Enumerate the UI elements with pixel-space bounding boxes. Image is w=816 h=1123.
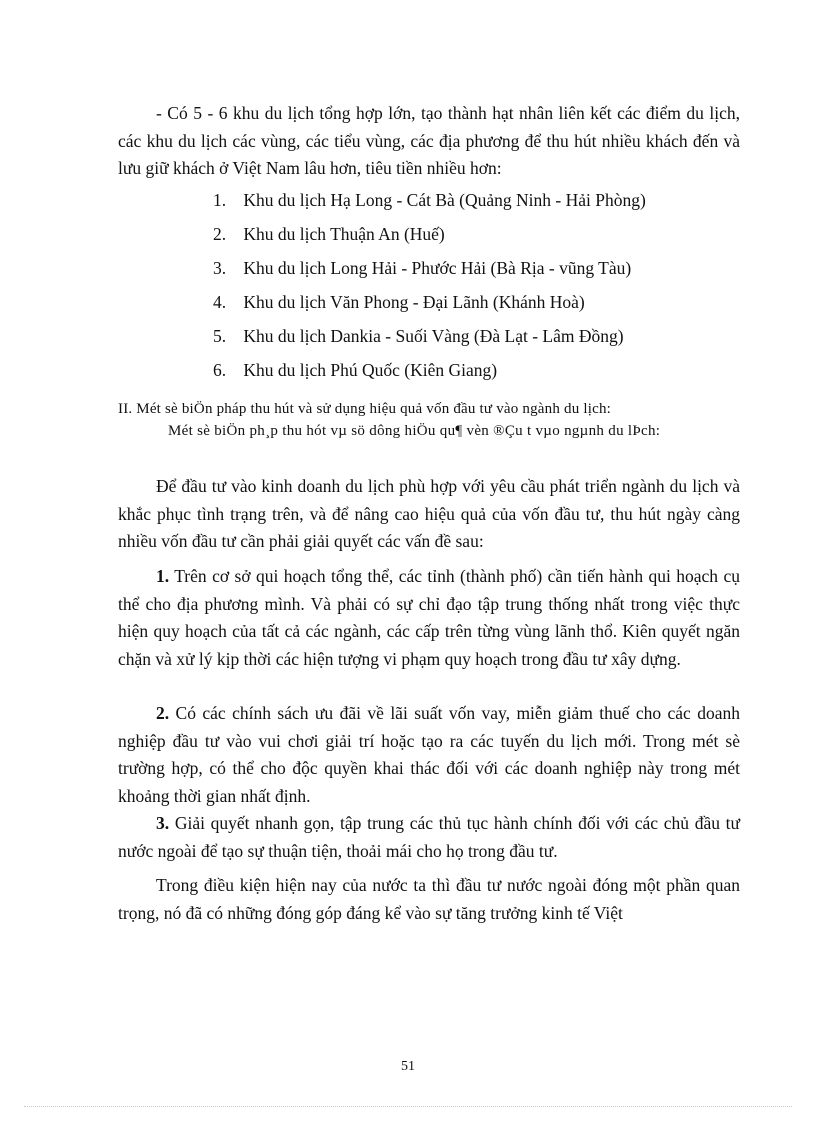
paragraph-solution-1	[118, 563, 740, 673]
solution-text: Trên cơ sở qui hoạch tổng thể, các tỉnh (thành phố) cần tiến hành qui hoạch cụ thể cho địa phương mình. Và phải có sự chỉ đạo tập trung thống nhất trong việc thực hiện quy hoạch của tất cả các ngành, các cấp trên từng vùng lãnh thổ. Kiên quyết ngăn chặn và xử lý kịp thời các hiện tượng vi phạm quy hoạch trong đầu tư xây dựng.	[118, 566, 740, 669]
intro-paragraph: - Có 5 - 6 khu du lịch tổng hợp lớn, tạo thành hạt nhân liên kết các điểm du lịch, các khu du lịch các vùng, các tiểu vùng, các địa phương để thu hút nhiều khách đến và lưu giữ khách ở Việt Nam lâu hơn, tiêu tiền nhiều hơn:	[118, 103, 740, 178]
section-heading	[118, 398, 740, 442]
tourism-area-list	[213, 186, 733, 390]
list-text: Khu du lịch Phú Quốc (Kiên Giang)	[243, 360, 498, 380]
list-text: Khu du lịch Thuận An (Huế)	[243, 224, 445, 244]
list-number: 2.	[213, 224, 227, 244]
page-bottom-divider	[24, 1106, 792, 1107]
list-item	[213, 356, 733, 390]
list-item	[213, 254, 733, 288]
list-text: Khu du lịch Văn Phong - Đại Lãnh (Khánh Hoà)	[243, 292, 585, 312]
list-number: 3.	[213, 258, 227, 278]
list-item	[213, 220, 733, 254]
paragraph-intro-solutions: Để đầu tư vào kinh doanh du lịch phù hợp với yêu cầu phát triển ngành du lịch và khắc phục tình trạng trên, và để nâng cao hiệu quả của vốn đầu tư, thu hút ngày càng nhiều vốn đầu tư cần phải giải quyết các vấn đề sau:	[118, 476, 740, 551]
paragraph-solution-3	[118, 810, 740, 865]
section-heading-line-1: II. Mét sè biÖn pháp thu hút và sử dụng hiệu quả vốn đầu tư vào ngành du lịch:	[118, 401, 612, 417]
page-number: 51	[401, 1059, 415, 1074]
list-number: 5.	[213, 326, 227, 346]
paragraph-solution-2	[118, 700, 740, 810]
list-number: 1.	[213, 190, 227, 210]
solution-text: Giải quyết nhanh gọn, tập trung các thủ tục hành chính đối với các chủ đầu tư nước ngoài để tạo sự thuận tiện, thoải mái cho họ trong đầu tư.	[118, 813, 741, 861]
list-text: Khu du lịch Dankia - Suối Vàng (Đà Lạt - Lâm Đồng)	[243, 326, 624, 346]
list-number: 6.	[213, 360, 227, 380]
list-text: Khu du lịch Long Hải - Phước Hải (Bà Rịa - vũng Tàu)	[243, 258, 632, 278]
list-item	[213, 186, 733, 220]
section-heading-line-2: Mét sè biÖn ph¸p thu hót vµ sö dông hiÖu qu¶ vèn ®Çu t vµo ngµnh du lÞch:	[168, 423, 661, 439]
list-item	[213, 288, 733, 322]
solution-number: 1.	[156, 566, 170, 586]
list-number: 4.	[213, 292, 227, 312]
solution-number: 3.	[156, 813, 170, 833]
paragraph-closing: Trong điều kiện hiện nay của nước ta thì đầu tư nước ngoài đóng một phần quan trọng, nó đã có những đóng góp đáng kể vào sự tăng trưởng kinh tế Việt	[118, 875, 740, 923]
list-item	[213, 322, 733, 356]
solution-number: 2.	[156, 703, 170, 723]
solution-text: Có các chính sách ưu đãi về lãi suất vốn vay, miễn giảm thuế cho các doanh nghiệp đầu tư vào vui chơi giải trí hoặc tạo ra các tuyến du lịch mới. Trong mét sè trường hợp, có thể cho độc quyền khai thác đối với các doanh nghiệp này trong mét khoảng thời gian nhất định.	[118, 703, 740, 806]
list-text: Khu du lịch Hạ Long - Cát Bà (Quảng Ninh - Hải Phòng)	[243, 190, 646, 210]
